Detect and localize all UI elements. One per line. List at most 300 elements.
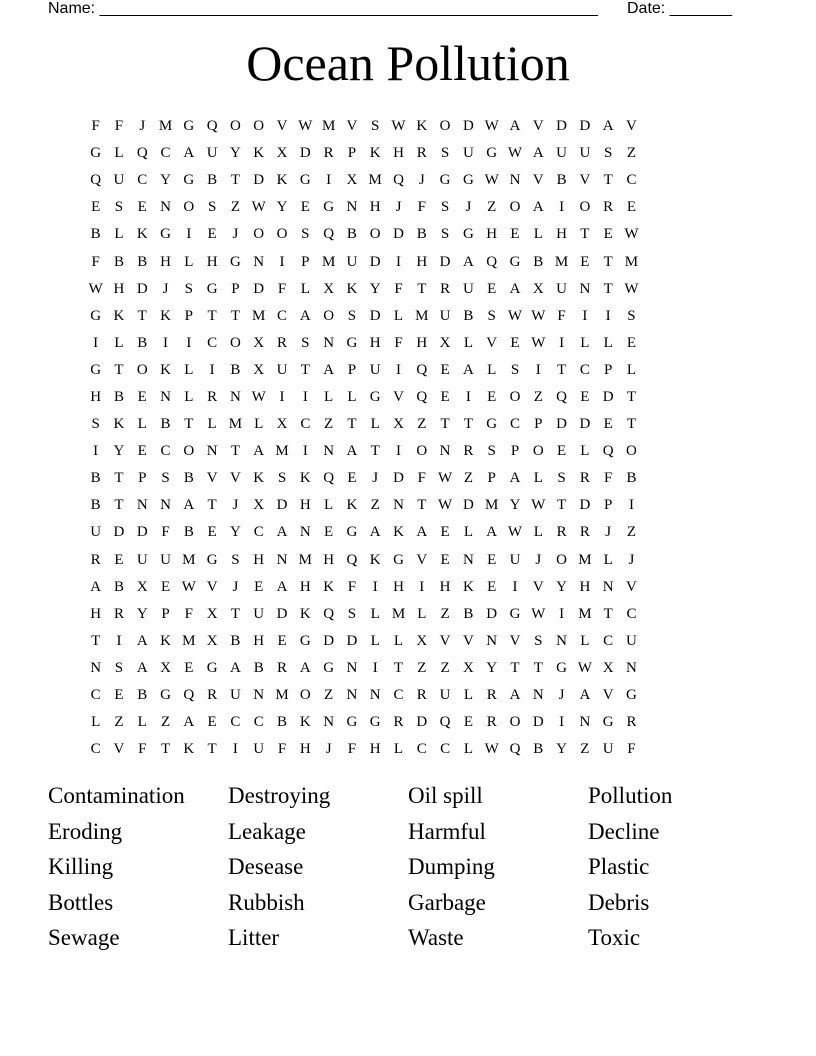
grid-letter: P [487, 470, 496, 487]
grid-letter: Q [439, 714, 451, 731]
grid-letter: E [580, 388, 590, 405]
grid-letter: U [276, 361, 288, 378]
grid-letter: K [113, 307, 125, 324]
grid-letter: E [487, 280, 497, 297]
word-list-item: Garbage [408, 889, 486, 915]
grid-letter: G [346, 524, 358, 541]
grid-letter: E [487, 578, 497, 595]
grid-letter: N [509, 172, 521, 189]
grid-letter: I [186, 226, 192, 243]
grid-letter: E [603, 416, 613, 433]
grid-letter: W [507, 524, 523, 541]
grid-letter: T [91, 632, 101, 649]
grid-letter: H [393, 578, 404, 595]
grid-letter: T [207, 307, 217, 324]
grid-letter: I [209, 361, 215, 378]
grid-letter: A [509, 687, 521, 704]
grid-letter: L [463, 334, 473, 351]
grid-letter: N [136, 497, 148, 514]
grid-letter: Y [113, 443, 125, 460]
grid-letter: E [557, 443, 567, 460]
grid-letter: T [230, 307, 241, 324]
grid-letter: S [301, 226, 310, 243]
grid-letter: B [113, 388, 124, 405]
grid-letter: N [556, 632, 567, 649]
grid-letter: B [556, 172, 567, 189]
grid-letter: E [114, 687, 124, 704]
grid-letter: O [556, 551, 567, 568]
grid-letter: F [138, 741, 147, 758]
grid-letter: T [347, 416, 357, 433]
grid-letter: W [624, 280, 639, 297]
grid-letter: A [183, 497, 195, 514]
grid-letter: T [370, 443, 380, 460]
word-list-item: Oil spill [408, 783, 483, 808]
grid-letter: L [91, 714, 101, 731]
grid-letter: R [579, 524, 590, 541]
grid-letter: Z [533, 388, 543, 405]
grid-letter: G [183, 118, 195, 135]
grid-letter: E [207, 714, 217, 731]
grid-letter: D [556, 118, 567, 135]
grid-letter: O [509, 714, 521, 731]
grid-letter: N [253, 253, 265, 270]
grid-letter: K [323, 578, 335, 595]
grid-letter: U [626, 632, 637, 649]
grid-letter: G [90, 361, 102, 378]
grid-letter: L [137, 416, 147, 433]
grid-letter: B [230, 632, 241, 649]
grid-letter: P [231, 280, 240, 297]
grid-letter: M [298, 551, 312, 568]
grid-letter: H [579, 578, 591, 595]
grid-letter: O [230, 334, 241, 351]
grid-letter: D [579, 497, 591, 514]
grid-letter: U [439, 307, 451, 324]
grid-letter: B [230, 361, 241, 378]
grid-letter: S [347, 605, 357, 622]
grid-letter: E [160, 578, 171, 595]
grid-letter: L [533, 524, 543, 541]
grid-letter: L [603, 551, 613, 568]
grid-letter: J [535, 551, 542, 568]
grid-letter: T [230, 172, 241, 189]
grid-row [84, 357, 736, 384]
grid-letter: U [509, 551, 521, 568]
grid-letter: D [276, 605, 288, 622]
grid-letter: Q [90, 172, 102, 189]
word-list-item: Killing [48, 854, 114, 879]
grid-row [84, 221, 736, 248]
grid-letter: T [533, 659, 543, 676]
grid-letter: A [346, 443, 358, 460]
grid-letter: E [440, 388, 450, 405]
grid-letter: L [300, 280, 310, 297]
grid-letter: R [90, 551, 101, 568]
grid-letter: T [207, 497, 217, 514]
grid-row [84, 276, 736, 303]
grid-letter: E [114, 551, 124, 568]
grid-letter: L [533, 226, 543, 243]
grid-letter: Q [136, 145, 148, 162]
grid-letter: T [417, 280, 427, 297]
grid-row [84, 465, 736, 492]
grid-letter: E [137, 443, 147, 460]
grid-letter: V [276, 118, 288, 135]
grid-letter: T [603, 253, 613, 270]
grid-letter: V [602, 687, 614, 704]
grid-letter: T [114, 497, 124, 514]
grid-letter: R [463, 443, 474, 460]
grid-letter: K [299, 605, 311, 622]
grid-letter: G [509, 253, 521, 270]
grid-letter: T [230, 605, 241, 622]
grid-letter: C [603, 632, 614, 649]
grid-letter: X [206, 605, 218, 622]
grid-letter: K [416, 118, 428, 135]
grid-letter: G [323, 659, 335, 676]
grid-letter: D [369, 253, 381, 270]
grid-row [84, 140, 736, 167]
grid-letter: I [512, 578, 518, 595]
grid-letter: K [346, 280, 358, 297]
grid-letter: L [184, 388, 194, 405]
grid-letter: Y [556, 578, 567, 595]
grid-letter: T [603, 605, 613, 622]
grid-letter: D [556, 416, 567, 433]
grid-letter: F [347, 741, 357, 758]
grid-letter: D [579, 118, 591, 135]
word-list-item: Desease [228, 854, 304, 879]
grid-letter: W [531, 605, 546, 622]
grid-letter: P [184, 307, 193, 324]
grid-letter: W [624, 226, 639, 243]
grid-letter: D [369, 307, 381, 324]
grid-letter: N [323, 714, 335, 731]
grid-letter: O [323, 307, 335, 324]
grid-letter: A [532, 199, 544, 216]
grid-letter: F [557, 307, 566, 324]
grid-letter: A [230, 659, 241, 676]
grid-letter: W [484, 172, 499, 189]
grid-letter: P [301, 253, 310, 270]
grid-letter: M [228, 416, 243, 433]
grid-letter: H [393, 145, 404, 162]
grid-letter: H [253, 632, 265, 649]
grid-letter: L [114, 145, 124, 162]
grid-letter: Z [160, 714, 171, 731]
grid-letter: A [462, 253, 474, 270]
grid-letter: U [253, 741, 265, 758]
grid-letter: M [321, 118, 336, 135]
word-list-item: Sewage [48, 925, 120, 950]
grid-letter: H [90, 605, 102, 622]
grid-letter: J [558, 687, 565, 704]
grid-letter: J [232, 578, 239, 595]
grid-letter: D [393, 470, 404, 487]
grid-letter: L [370, 632, 380, 649]
grid-letter: Z [440, 659, 450, 676]
grid-row [84, 519, 736, 546]
grid-letter: B [90, 497, 101, 514]
grid-letter: R [486, 687, 497, 704]
grid-letter: Q [183, 687, 195, 704]
grid-letter: P [347, 361, 357, 378]
grid-letter: X [439, 334, 451, 351]
grid-letter: F [91, 118, 100, 135]
grid-letter: F [161, 524, 170, 541]
grid-letter: A [416, 524, 428, 541]
grid-letter: M [321, 253, 336, 270]
grid-letter: W [298, 118, 313, 135]
grid-letter: O [369, 226, 381, 243]
grid-letter: G [299, 172, 311, 189]
grid-letter: B [113, 253, 124, 270]
grid-letter: M [182, 632, 196, 649]
grid-letter: I [302, 443, 308, 460]
grid-letter: A [299, 659, 311, 676]
grid-letter: K [253, 145, 265, 162]
grid-letter: B [90, 226, 101, 243]
grid-letter: O [579, 199, 591, 216]
grid-letter: S [114, 199, 124, 216]
grid-letter: C [626, 172, 637, 189]
grid-letter: Y [160, 172, 171, 189]
grid-letter: D [299, 145, 311, 162]
grid-letter: Q [486, 253, 498, 270]
grid-letter: K [160, 307, 171, 324]
grid-letter: V [439, 632, 451, 649]
grid-letter: Z [580, 741, 590, 758]
grid-letter: V [532, 118, 544, 135]
grid-letter: Y [276, 199, 288, 216]
grid-letter: W [391, 118, 406, 135]
grid-letter: E [510, 226, 520, 243]
grid-letter: D [462, 497, 474, 514]
grid-letter: D [323, 632, 335, 649]
grid-letter: J [605, 524, 612, 541]
grid-letter: A [299, 307, 311, 324]
grid-letter: W [438, 497, 453, 514]
grid-letter: C [253, 524, 264, 541]
grid-letter: N [393, 497, 404, 514]
grid-letter: V [486, 334, 498, 351]
grid-letter: S [534, 632, 543, 649]
grid-letter: J [232, 497, 239, 514]
grid-letter: U [90, 524, 102, 541]
grid-letter: Q [323, 226, 335, 243]
grid-letter: T [626, 416, 637, 433]
grid-letter: T [417, 497, 427, 514]
grid-letter: M [578, 551, 592, 568]
grid-letter: L [393, 632, 404, 649]
grid-letter: N [276, 551, 288, 568]
grid-letter: N [626, 659, 637, 676]
grid-letter: D [113, 524, 125, 541]
grid-row [84, 411, 736, 438]
grid-letter: H [299, 497, 311, 514]
grid-letter: A [579, 687, 591, 704]
grid-letter: I [93, 443, 99, 460]
grid-letter: M [275, 443, 289, 460]
grid-letter: H [113, 280, 125, 297]
grid-letter: A [532, 145, 544, 162]
grid-row [84, 736, 736, 763]
grid-letter: T [603, 172, 613, 189]
grid-letter: V [509, 632, 521, 649]
word-list-item: Debris [588, 889, 650, 915]
grid-letter: O [183, 199, 195, 216]
grid-letter: X [276, 416, 288, 433]
grid-letter: O [230, 118, 241, 135]
grid-row [84, 709, 736, 736]
grid-letter: P [604, 497, 613, 514]
grid-letter: I [396, 253, 401, 270]
grid-letter: V [113, 741, 125, 758]
grid-letter: N [90, 659, 102, 676]
grid-letter: K [160, 632, 171, 649]
grid-letter: E [440, 361, 450, 378]
grid-letter: G [556, 659, 567, 676]
grid-letter: E [626, 334, 637, 351]
grid-letter: I [628, 497, 634, 514]
grid-letter: T [626, 388, 637, 405]
grid-letter: Q [323, 470, 335, 487]
grid-letter: E [137, 199, 147, 216]
grid-letter: T [114, 361, 124, 378]
grid-letter: L [184, 361, 194, 378]
grid-letter: U [230, 687, 241, 704]
grid-letter: R [207, 388, 218, 405]
grid-letter: I [279, 253, 285, 270]
grid-letter: O [439, 118, 451, 135]
grid-letter: J [325, 741, 332, 758]
grid-letter: G [160, 226, 171, 243]
grid-letter: O [532, 443, 544, 460]
grid-letter: I [232, 741, 238, 758]
grid-row [84, 303, 736, 330]
grid-letter: X [602, 659, 614, 676]
grid-letter: L [487, 361, 497, 378]
grid-letter: U [206, 145, 218, 162]
grid-letter: A [183, 714, 195, 731]
grid-letter: O [299, 687, 311, 704]
grid-letter: G [160, 687, 171, 704]
grid-letter: C [160, 145, 171, 162]
grid-letter: B [137, 253, 148, 270]
grid-letter: E [347, 470, 357, 487]
grid-letter: R [603, 199, 614, 216]
grid-letter: T [557, 361, 567, 378]
grid-row [84, 492, 736, 519]
grid-letter: G [299, 632, 311, 649]
grid-letter: J [465, 199, 472, 216]
grid-letter: M [578, 605, 592, 622]
grid-letter: E [324, 524, 334, 541]
grid-letter: B [346, 226, 357, 243]
word-search-grid [84, 113, 736, 763]
grid-letter: D [486, 605, 498, 622]
word-list-item: Bottles [48, 889, 114, 915]
grid-letter: F [347, 578, 357, 595]
grid-letter: X [416, 632, 428, 649]
grid-letter: S [604, 145, 613, 162]
grid-letter: A [276, 524, 288, 541]
grid-letter: P [138, 470, 147, 487]
grid-letter: T [603, 280, 613, 297]
grid-letter: C [90, 687, 101, 704]
grid-letter: I [419, 578, 425, 595]
grid-letter: Q [509, 741, 521, 758]
grid-letter: J [418, 172, 425, 189]
grid-letter: D [439, 253, 451, 270]
grid-letter: H [369, 334, 381, 351]
grid-letter: N [160, 388, 171, 405]
grid-letter: N [323, 334, 335, 351]
grid-letter: E [184, 659, 194, 676]
grid-letter: V [532, 578, 544, 595]
grid-letter: D [136, 280, 148, 297]
word-list-item: Eroding [48, 818, 123, 844]
grid-letter: N [439, 443, 451, 460]
grid-letter: C [90, 741, 101, 758]
grid-letter: X [253, 361, 265, 378]
grid-letter: X [462, 659, 474, 676]
grid-letter: E [603, 226, 613, 243]
grid-letter: U [556, 280, 567, 297]
grid-letter: E [487, 551, 497, 568]
grid-letter: V [346, 118, 358, 135]
grid-letter: C [509, 416, 520, 433]
grid-letter: H [90, 388, 102, 405]
grid-letter: G [486, 416, 498, 433]
grid-letter: Z [324, 687, 334, 704]
grid-letter: G [90, 307, 102, 324]
grid-letter: T [557, 497, 567, 514]
grid-letter: Z [440, 605, 450, 622]
grid-letter: W [88, 280, 103, 297]
grid-letter: D [393, 226, 404, 243]
grid-letter: C [393, 687, 404, 704]
grid-letter: A [136, 632, 148, 649]
grid-letter: F [184, 605, 193, 622]
grid-row [84, 438, 736, 465]
grid-letter: G [230, 253, 241, 270]
grid-letter: M [391, 605, 406, 622]
grid-letter: U [136, 551, 148, 568]
grid-letter: L [347, 388, 357, 405]
grid-letter: J [162, 280, 169, 297]
grid-letter: S [301, 334, 310, 351]
grid-letter: W [181, 578, 196, 595]
grid-letter: K [299, 714, 311, 731]
grid-letter: P [347, 145, 357, 162]
grid-letter: S [91, 416, 100, 433]
grid-letter: R [277, 334, 288, 351]
word-list-item: Pollution [588, 783, 673, 808]
grid-letter: B [463, 307, 474, 324]
grid-letter: J [372, 470, 379, 487]
grid-letter: X [276, 145, 288, 162]
grid-letter: T [393, 659, 404, 676]
grid-letter: H [206, 253, 218, 270]
grid-letter: L [580, 334, 590, 351]
grid-letter: B [90, 470, 101, 487]
grid-row [84, 628, 736, 655]
grid-letter: D [253, 280, 265, 297]
grid-letter: W [531, 307, 546, 324]
grid-letter: T [160, 741, 171, 758]
